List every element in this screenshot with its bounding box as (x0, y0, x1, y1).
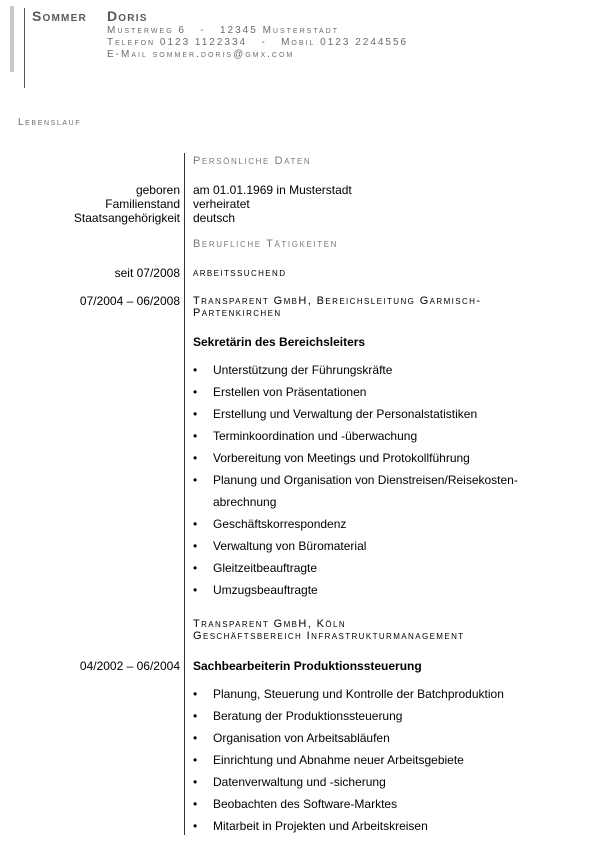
list-item: • Mitarbeit in Projekten und Arbeitskreisen (193, 815, 523, 837)
entry3-company-line1: Transparent GmbH, Köln (193, 618, 347, 630)
list-item: • Planung, Steuerung und Kontrolle der Batchproduktion (193, 683, 523, 705)
list-item: • Gleitzeitbeauftragte (193, 557, 523, 579)
entry2-company: Transparent GmbH, Bereichsleitung Garmisch-Partenkirchen (193, 295, 482, 319)
document-heading: Lebenslauf (18, 117, 82, 128)
address-line: Musterweg 6 - 12345 Musterstadt (107, 25, 340, 36)
entry1-status: arbeitssuchend (193, 267, 287, 279)
timeline-divider (184, 153, 185, 835)
list-item: • Umzugsbeauftragte (193, 579, 523, 601)
entry3-company-line2: Geschäftsbereich Infrastrukturmanagement (193, 630, 465, 642)
value-geboren: am 01.01.1969 in Musterstadt (193, 183, 352, 197)
list-item: • Planung und Organisation von Dienstreisen/Reisekosten-abrechnung (193, 469, 523, 513)
list-item: • Erstellung und Verwaltung der Personalstatistiken (193, 403, 523, 425)
entry2-role: Sekretärin des Bereichsleiters (193, 335, 366, 349)
header-divider (24, 8, 25, 88)
section-title-personal: Persönliche Daten (193, 155, 312, 167)
list-item: • Vorbereitung von Meetings und Protokollführung (193, 447, 523, 469)
entry1-date: seit 07/2008 (114, 266, 180, 280)
list-item: • Beratung der Produktionssteuerung (193, 705, 523, 727)
surname: Sommer (32, 8, 87, 24)
entry2-date: 07/2004 – 06/2008 (79, 294, 180, 308)
entry3-role: Sachbearbeiterin Produktionssteuerung (193, 659, 422, 673)
email-line: E-Mail sommer.doris@gmx.com (107, 49, 295, 60)
entry3-duties-list (193, 683, 523, 837)
firstname: Doris (107, 8, 148, 24)
list-item: • Datenverwaltung und -sicherung (193, 771, 523, 793)
header-accent-bar (10, 6, 14, 72)
list-item: • Geschäftskorrespondenz (193, 513, 523, 535)
list-item: • Terminkoordination und -überwachung (193, 425, 523, 447)
list-item: • Beobachten des Software-Marktes (193, 793, 523, 815)
list-item: • Erstellen von Präsentationen (193, 381, 523, 403)
label-geboren: geboren (135, 183, 180, 197)
value-staatsangehoerigkeit: deutsch (193, 211, 236, 225)
entry2-duties-list (193, 359, 523, 601)
list-item: • Verwaltung von Büromaterial (193, 535, 523, 557)
phone-line: Telefon 0123 1122334 - Mobil 0123 2244556 (107, 37, 409, 48)
value-familienstand: verheiratet (193, 197, 250, 211)
list-item: • Einrichtung und Abnahme neuer Arbeitsgebiete (193, 749, 523, 771)
entry3-date: 04/2002 – 06/2004 (79, 659, 180, 673)
list-item: • Organisation von Arbeitsabläufen (193, 727, 523, 749)
section-title-career: Berufliche Tätigkeiten (193, 238, 339, 250)
label-staatsangehoerigkeit: Staatsangehörigkeit (73, 211, 180, 225)
label-familienstand: Familienstand (105, 197, 180, 211)
list-item: • Unterstützung der Führungskräfte (193, 359, 523, 381)
